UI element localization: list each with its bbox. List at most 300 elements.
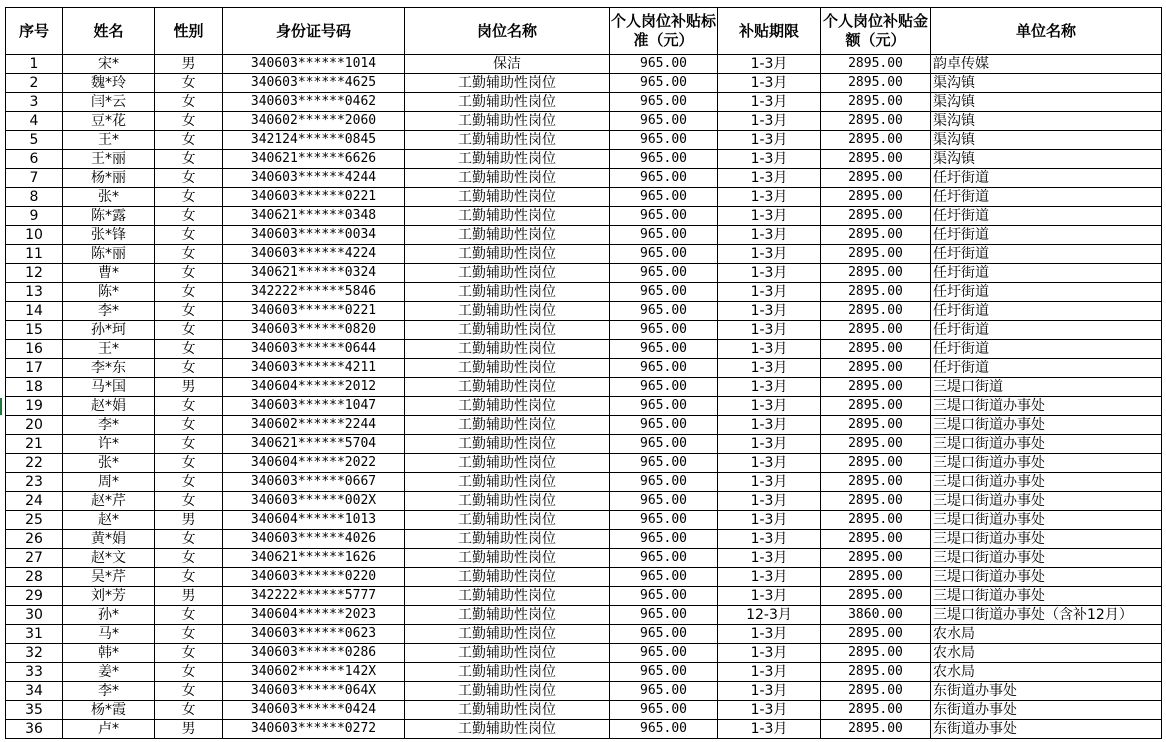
period-cell[interactable]: 1-3月 [718,549,821,568]
period-cell[interactable]: 1-3月 [718,454,821,473]
post-cell[interactable]: 工勤辅助性岗位 [405,492,610,511]
gender-cell[interactable]: 女 [155,340,223,359]
gender-cell[interactable]: 女 [155,568,223,587]
unit-cell[interactable]: 三堤口街道办事处 [931,587,1162,606]
period-cell[interactable]: 1-3月 [718,416,821,435]
period-cell[interactable]: 1-3月 [718,587,821,606]
gender-cell[interactable]: 女 [155,359,223,378]
post-cell[interactable]: 工勤辅助性岗位 [405,435,610,454]
period-cell[interactable]: 1-3月 [718,207,821,226]
post-cell[interactable]: 工勤辅助性岗位 [405,340,610,359]
period-cell[interactable]: 1-3月 [718,302,821,321]
name-cell[interactable]: 刘*芳 [63,587,155,606]
standard-cell[interactable]: 965.00 [610,701,718,720]
name-cell[interactable]: 张* [63,188,155,207]
post-cell[interactable]: 工勤辅助性岗位 [405,416,610,435]
post-cell[interactable]: 工勤辅助性岗位 [405,283,610,302]
post-cell[interactable]: 工勤辅助性岗位 [405,112,610,131]
seq-cell[interactable]: 11 [6,245,63,264]
unit-cell[interactable]: 三堤口街道办事处 [931,530,1162,549]
seq-cell[interactable]: 36 [6,720,63,739]
header-post[interactable]: 岗位名称 [405,8,610,55]
gender-cell[interactable]: 女 [155,207,223,226]
gender-cell[interactable]: 女 [155,530,223,549]
id-number-cell[interactable]: 340604******2022 [223,454,405,473]
id-number-cell[interactable]: 340603******0220 [223,568,405,587]
amount-cell[interactable]: 2895.00 [821,283,931,302]
amount-cell[interactable]: 2895.00 [821,625,931,644]
header-amount[interactable]: 个人岗位补贴金额（元） [821,8,931,55]
unit-cell[interactable]: 东街道办事处 [931,701,1162,720]
unit-cell[interactable]: 东街道办事处 [931,720,1162,739]
gender-cell[interactable]: 女 [155,454,223,473]
post-cell[interactable]: 工勤辅助性岗位 [405,245,610,264]
name-cell[interactable]: 李* [63,302,155,321]
seq-cell[interactable]: 16 [6,340,63,359]
post-cell[interactable]: 工勤辅助性岗位 [405,663,610,682]
id-number-cell[interactable]: 340603******0644 [223,340,405,359]
seq-cell[interactable]: 18 [6,378,63,397]
unit-cell[interactable]: 三堤口街道办事处 [931,454,1162,473]
id-number-cell[interactable]: 340603******0820 [223,321,405,340]
period-cell[interactable]: 1-3月 [718,188,821,207]
header-id-number[interactable]: 身份证号码 [223,8,405,55]
name-cell[interactable]: 马* [63,625,155,644]
amount-cell[interactable]: 2895.00 [821,416,931,435]
name-cell[interactable]: 王*丽 [63,150,155,169]
seq-cell[interactable]: 30 [6,606,63,625]
gender-cell[interactable]: 女 [155,701,223,720]
unit-cell[interactable]: 三堤口街道办事处 [931,435,1162,454]
standard-cell[interactable]: 965.00 [610,587,718,606]
standard-cell[interactable]: 965.00 [610,378,718,397]
period-cell[interactable]: 1-3月 [718,530,821,549]
gender-cell[interactable]: 女 [155,644,223,663]
name-cell[interactable]: 魏*玲 [63,74,155,93]
gender-cell[interactable]: 女 [155,74,223,93]
amount-cell[interactable]: 2895.00 [821,473,931,492]
gender-cell[interactable]: 男 [155,587,223,606]
post-cell[interactable]: 工勤辅助性岗位 [405,378,610,397]
seq-cell[interactable]: 13 [6,283,63,302]
amount-cell[interactable]: 2895.00 [821,492,931,511]
period-cell[interactable]: 1-3月 [718,473,821,492]
seq-cell[interactable]: 9 [6,207,63,226]
seq-cell[interactable]: 3 [6,93,63,112]
name-cell[interactable]: 马*国 [63,378,155,397]
amount-cell[interactable]: 2895.00 [821,701,931,720]
unit-cell[interactable]: 任圩街道 [931,226,1162,245]
name-cell[interactable]: 孙*珂 [63,321,155,340]
standard-cell[interactable]: 965.00 [610,359,718,378]
period-cell[interactable]: 1-3月 [718,492,821,511]
header-name[interactable]: 姓名 [63,8,155,55]
id-number-cell[interactable]: 340603******0462 [223,93,405,112]
standard-cell[interactable]: 965.00 [610,568,718,587]
unit-cell[interactable]: 任圩街道 [931,359,1162,378]
standard-cell[interactable]: 965.00 [610,283,718,302]
seq-cell[interactable]: 8 [6,188,63,207]
post-cell[interactable]: 工勤辅助性岗位 [405,720,610,739]
unit-cell[interactable]: 渠沟镇 [931,74,1162,93]
unit-cell[interactable]: 任圩街道 [931,302,1162,321]
name-cell[interactable]: 闫*云 [63,93,155,112]
unit-cell[interactable]: 三堤口街道办事处 [931,473,1162,492]
amount-cell[interactable]: 2895.00 [821,74,931,93]
name-cell[interactable]: 王* [63,340,155,359]
header-seq[interactable]: 序号 [6,8,63,55]
standard-cell[interactable]: 965.00 [610,112,718,131]
standard-cell[interactable]: 965.00 [610,606,718,625]
unit-cell[interactable]: 任圩街道 [931,340,1162,359]
standard-cell[interactable]: 965.00 [610,625,718,644]
seq-cell[interactable]: 5 [6,131,63,150]
id-number-cell[interactable]: 340603******4211 [223,359,405,378]
amount-cell[interactable]: 2895.00 [821,245,931,264]
post-cell[interactable]: 工勤辅助性岗位 [405,74,610,93]
id-number-cell[interactable]: 340603******1014 [223,55,405,74]
id-number-cell[interactable]: 340604******2023 [223,606,405,625]
post-cell[interactable]: 工勤辅助性岗位 [405,511,610,530]
id-number-cell[interactable]: 340603******4244 [223,169,405,188]
seq-cell[interactable]: 12 [6,264,63,283]
name-cell[interactable]: 赵* [63,511,155,530]
amount-cell[interactable]: 2895.00 [821,321,931,340]
unit-cell[interactable]: 三堤口街道办事处 [931,397,1162,416]
seq-cell[interactable]: 27 [6,549,63,568]
standard-cell[interactable]: 965.00 [610,226,718,245]
id-number-cell[interactable]: 340602******2244 [223,416,405,435]
gender-cell[interactable]: 女 [155,416,223,435]
period-cell[interactable]: 1-3月 [718,511,821,530]
standard-cell[interactable]: 965.00 [610,435,718,454]
seq-cell[interactable]: 28 [6,568,63,587]
name-cell[interactable]: 韩* [63,644,155,663]
period-cell[interactable]: 1-3月 [718,283,821,302]
unit-cell[interactable]: 渠沟镇 [931,112,1162,131]
standard-cell[interactable]: 965.00 [610,188,718,207]
period-cell[interactable]: 1-3月 [718,321,821,340]
seq-cell[interactable]: 24 [6,492,63,511]
gender-cell[interactable]: 女 [155,397,223,416]
id-number-cell[interactable]: 340621******6626 [223,150,405,169]
unit-cell[interactable]: 任圩街道 [931,264,1162,283]
standard-cell[interactable]: 965.00 [610,93,718,112]
period-cell[interactable]: 1-3月 [718,150,821,169]
id-number-cell[interactable]: 340603******0623 [223,625,405,644]
amount-cell[interactable]: 2895.00 [821,112,931,131]
name-cell[interactable]: 卢* [63,720,155,739]
period-cell[interactable]: 1-3月 [718,245,821,264]
name-cell[interactable]: 李*东 [63,359,155,378]
post-cell[interactable]: 工勤辅助性岗位 [405,625,610,644]
name-cell[interactable]: 陈*丽 [63,245,155,264]
unit-cell[interactable]: 任圩街道 [931,169,1162,188]
post-cell[interactable]: 工勤辅助性岗位 [405,473,610,492]
period-cell[interactable]: 1-3月 [718,397,821,416]
name-cell[interactable]: 赵*娟 [63,397,155,416]
amount-cell[interactable]: 2895.00 [821,644,931,663]
standard-cell[interactable]: 965.00 [610,473,718,492]
name-cell[interactable]: 周* [63,473,155,492]
amount-cell[interactable]: 2895.00 [821,226,931,245]
period-cell[interactable]: 12-3月 [718,606,821,625]
seq-cell[interactable]: 33 [6,663,63,682]
name-cell[interactable]: 杨*丽 [63,169,155,188]
name-cell[interactable]: 杨*霞 [63,701,155,720]
amount-cell[interactable]: 2895.00 [821,720,931,739]
gender-cell[interactable]: 男 [155,720,223,739]
seq-cell[interactable]: 1 [6,55,63,74]
standard-cell[interactable]: 965.00 [610,264,718,283]
unit-cell[interactable]: 三堤口街道 [931,378,1162,397]
seq-cell[interactable]: 29 [6,587,63,606]
unit-cell[interactable]: 渠沟镇 [931,131,1162,150]
name-cell[interactable]: 王* [63,131,155,150]
seq-cell[interactable]: 22 [6,454,63,473]
post-cell[interactable]: 工勤辅助性岗位 [405,587,610,606]
period-cell[interactable]: 1-3月 [718,359,821,378]
standard-cell[interactable]: 965.00 [610,644,718,663]
unit-cell[interactable]: 三堤口街道办事处 [931,416,1162,435]
unit-cell[interactable]: 任圩街道 [931,188,1162,207]
amount-cell[interactable]: 2895.00 [821,587,931,606]
period-cell[interactable]: 1-3月 [718,74,821,93]
post-cell[interactable]: 工勤辅助性岗位 [405,644,610,663]
post-cell[interactable]: 工勤辅助性岗位 [405,530,610,549]
gender-cell[interactable]: 女 [155,131,223,150]
standard-cell[interactable]: 965.00 [610,55,718,74]
seq-cell[interactable]: 14 [6,302,63,321]
gender-cell[interactable]: 女 [155,264,223,283]
seq-cell[interactable]: 21 [6,435,63,454]
seq-cell[interactable]: 2 [6,74,63,93]
id-number-cell[interactable]: 340604******1013 [223,511,405,530]
standard-cell[interactable]: 965.00 [610,492,718,511]
seq-cell[interactable]: 32 [6,644,63,663]
amount-cell[interactable]: 2895.00 [821,568,931,587]
seq-cell[interactable]: 26 [6,530,63,549]
gender-cell[interactable]: 女 [155,302,223,321]
period-cell[interactable]: 1-3月 [718,625,821,644]
amount-cell[interactable]: 2895.00 [821,397,931,416]
unit-cell[interactable]: 三堤口街道办事处 [931,568,1162,587]
seq-cell[interactable]: 34 [6,682,63,701]
unit-cell[interactable]: 农水局 [931,663,1162,682]
unit-cell[interactable]: 东街道办事处 [931,682,1162,701]
id-number-cell[interactable]: 340604******2012 [223,378,405,397]
unit-cell[interactable]: 韵卓传媒 [931,55,1162,74]
standard-cell[interactable]: 965.00 [610,530,718,549]
id-number-cell[interactable]: 340621******5704 [223,435,405,454]
gender-cell[interactable]: 女 [155,93,223,112]
unit-cell[interactable]: 任圩街道 [931,207,1162,226]
period-cell[interactable]: 1-3月 [718,435,821,454]
gender-cell[interactable]: 男 [155,511,223,530]
standard-cell[interactable]: 965.00 [610,321,718,340]
id-number-cell[interactable]: 340603******002X [223,492,405,511]
amount-cell[interactable]: 2895.00 [821,93,931,112]
standard-cell[interactable]: 965.00 [610,720,718,739]
seq-cell[interactable]: 31 [6,625,63,644]
amount-cell[interactable]: 2895.00 [821,150,931,169]
gender-cell[interactable]: 女 [155,435,223,454]
amount-cell[interactable]: 2895.00 [821,378,931,397]
seq-cell[interactable]: 7 [6,169,63,188]
gender-cell[interactable]: 女 [155,245,223,264]
amount-cell[interactable]: 2895.00 [821,302,931,321]
post-cell[interactable]: 工勤辅助性岗位 [405,454,610,473]
standard-cell[interactable]: 965.00 [610,131,718,150]
unit-cell[interactable]: 三堤口街道办事处 [931,511,1162,530]
amount-cell[interactable]: 2895.00 [821,207,931,226]
gender-cell[interactable]: 女 [155,492,223,511]
id-number-cell[interactable]: 340602******142X [223,663,405,682]
gender-cell[interactable]: 女 [155,549,223,568]
name-cell[interactable]: 陈*露 [63,207,155,226]
standard-cell[interactable]: 965.00 [610,682,718,701]
header-gender[interactable]: 性别 [155,8,223,55]
seq-cell[interactable]: 15 [6,321,63,340]
post-cell[interactable]: 工勤辅助性岗位 [405,131,610,150]
id-number-cell[interactable]: 340602******2060 [223,112,405,131]
standard-cell[interactable]: 965.00 [610,245,718,264]
post-cell[interactable]: 工勤辅助性岗位 [405,321,610,340]
id-number-cell[interactable]: 340621******0324 [223,264,405,283]
id-number-cell[interactable]: 340603******0221 [223,188,405,207]
post-cell[interactable]: 工勤辅助性岗位 [405,188,610,207]
amount-cell[interactable]: 2895.00 [821,188,931,207]
unit-cell[interactable]: 三堤口街道办事处 [931,549,1162,568]
post-cell[interactable]: 工勤辅助性岗位 [405,264,610,283]
seq-cell[interactable]: 19 [6,397,63,416]
id-number-cell[interactable]: 342222******5846 [223,283,405,302]
id-number-cell[interactable]: 340621******1626 [223,549,405,568]
gender-cell[interactable]: 女 [155,625,223,644]
post-cell[interactable]: 工勤辅助性岗位 [405,207,610,226]
period-cell[interactable]: 1-3月 [718,112,821,131]
id-number-cell[interactable]: 340603******4625 [223,74,405,93]
id-number-cell[interactable]: 340603******1047 [223,397,405,416]
gender-cell[interactable]: 女 [155,150,223,169]
name-cell[interactable]: 黄*娟 [63,530,155,549]
period-cell[interactable]: 1-3月 [718,226,821,245]
id-number-cell[interactable]: 340603******0424 [223,701,405,720]
name-cell[interactable]: 赵*文 [63,549,155,568]
amount-cell[interactable]: 3860.00 [821,606,931,625]
name-cell[interactable]: 豆*花 [63,112,155,131]
id-number-cell[interactable]: 340603******4026 [223,530,405,549]
post-cell[interactable]: 工勤辅助性岗位 [405,568,610,587]
amount-cell[interactable]: 2895.00 [821,511,931,530]
name-cell[interactable]: 吴*芹 [63,568,155,587]
unit-cell[interactable]: 任圩街道 [931,283,1162,302]
amount-cell[interactable]: 2895.00 [821,454,931,473]
gender-cell[interactable]: 男 [155,55,223,74]
unit-cell[interactable]: 三堤口街道办事处（含补12月） [931,606,1162,625]
amount-cell[interactable]: 2895.00 [821,169,931,188]
standard-cell[interactable]: 965.00 [610,549,718,568]
name-cell[interactable]: 许* [63,435,155,454]
name-cell[interactable]: 张*锋 [63,226,155,245]
gender-cell[interactable]: 女 [155,606,223,625]
header-unit[interactable]: 单位名称 [931,8,1162,55]
seq-cell[interactable]: 10 [6,226,63,245]
period-cell[interactable]: 1-3月 [718,131,821,150]
unit-cell[interactable]: 渠沟镇 [931,93,1162,112]
seq-cell[interactable]: 6 [6,150,63,169]
post-cell[interactable]: 工勤辅助性岗位 [405,169,610,188]
post-cell[interactable]: 工勤辅助性岗位 [405,226,610,245]
period-cell[interactable]: 1-3月 [718,682,821,701]
unit-cell[interactable]: 农水局 [931,644,1162,663]
gender-cell[interactable]: 女 [155,283,223,302]
id-number-cell[interactable]: 340603******0286 [223,644,405,663]
name-cell[interactable]: 张* [63,454,155,473]
post-cell[interactable]: 工勤辅助性岗位 [405,549,610,568]
gender-cell[interactable]: 女 [155,112,223,131]
name-cell[interactable]: 李* [63,416,155,435]
name-cell[interactable]: 曹* [63,264,155,283]
period-cell[interactable]: 1-3月 [718,169,821,188]
standard-cell[interactable]: 965.00 [610,454,718,473]
gender-cell[interactable]: 女 [155,682,223,701]
id-number-cell[interactable]: 340621******0348 [223,207,405,226]
seq-cell[interactable]: 25 [6,511,63,530]
amount-cell[interactable]: 2895.00 [821,682,931,701]
standard-cell[interactable]: 965.00 [610,150,718,169]
amount-cell[interactable]: 2895.00 [821,435,931,454]
name-cell[interactable]: 赵*芹 [63,492,155,511]
name-cell[interactable]: 姜* [63,663,155,682]
amount-cell[interactable]: 2895.00 [821,359,931,378]
id-number-cell[interactable]: 340603******0667 [223,473,405,492]
seq-cell[interactable]: 17 [6,359,63,378]
standard-cell[interactable]: 965.00 [610,511,718,530]
period-cell[interactable]: 1-3月 [718,340,821,359]
name-cell[interactable]: 宋* [63,55,155,74]
header-period[interactable]: 补贴期限 [718,8,821,55]
amount-cell[interactable]: 2895.00 [821,55,931,74]
period-cell[interactable]: 1-3月 [718,568,821,587]
gender-cell[interactable]: 女 [155,188,223,207]
amount-cell[interactable]: 2895.00 [821,340,931,359]
seq-cell[interactable]: 23 [6,473,63,492]
standard-cell[interactable]: 965.00 [610,169,718,188]
seq-cell[interactable]: 4 [6,112,63,131]
post-cell[interactable]: 保洁 [405,55,610,74]
post-cell[interactable]: 工勤辅助性岗位 [405,93,610,112]
name-cell[interactable]: 李* [63,682,155,701]
standard-cell[interactable]: 965.00 [610,207,718,226]
standard-cell[interactable]: 965.00 [610,74,718,93]
unit-cell[interactable]: 渠沟镇 [931,150,1162,169]
period-cell[interactable]: 1-3月 [718,55,821,74]
period-cell[interactable]: 1-3月 [718,378,821,397]
standard-cell[interactable]: 965.00 [610,416,718,435]
post-cell[interactable]: 工勤辅助性岗位 [405,302,610,321]
name-cell[interactable]: 孙* [63,606,155,625]
post-cell[interactable]: 工勤辅助性岗位 [405,701,610,720]
period-cell[interactable]: 1-3月 [718,93,821,112]
unit-cell[interactable]: 农水局 [931,625,1162,644]
seq-cell[interactable]: 35 [6,701,63,720]
gender-cell[interactable]: 女 [155,226,223,245]
period-cell[interactable]: 1-3月 [718,663,821,682]
amount-cell[interactable]: 2895.00 [821,530,931,549]
period-cell[interactable]: 1-3月 [718,644,821,663]
standard-cell[interactable]: 965.00 [610,340,718,359]
